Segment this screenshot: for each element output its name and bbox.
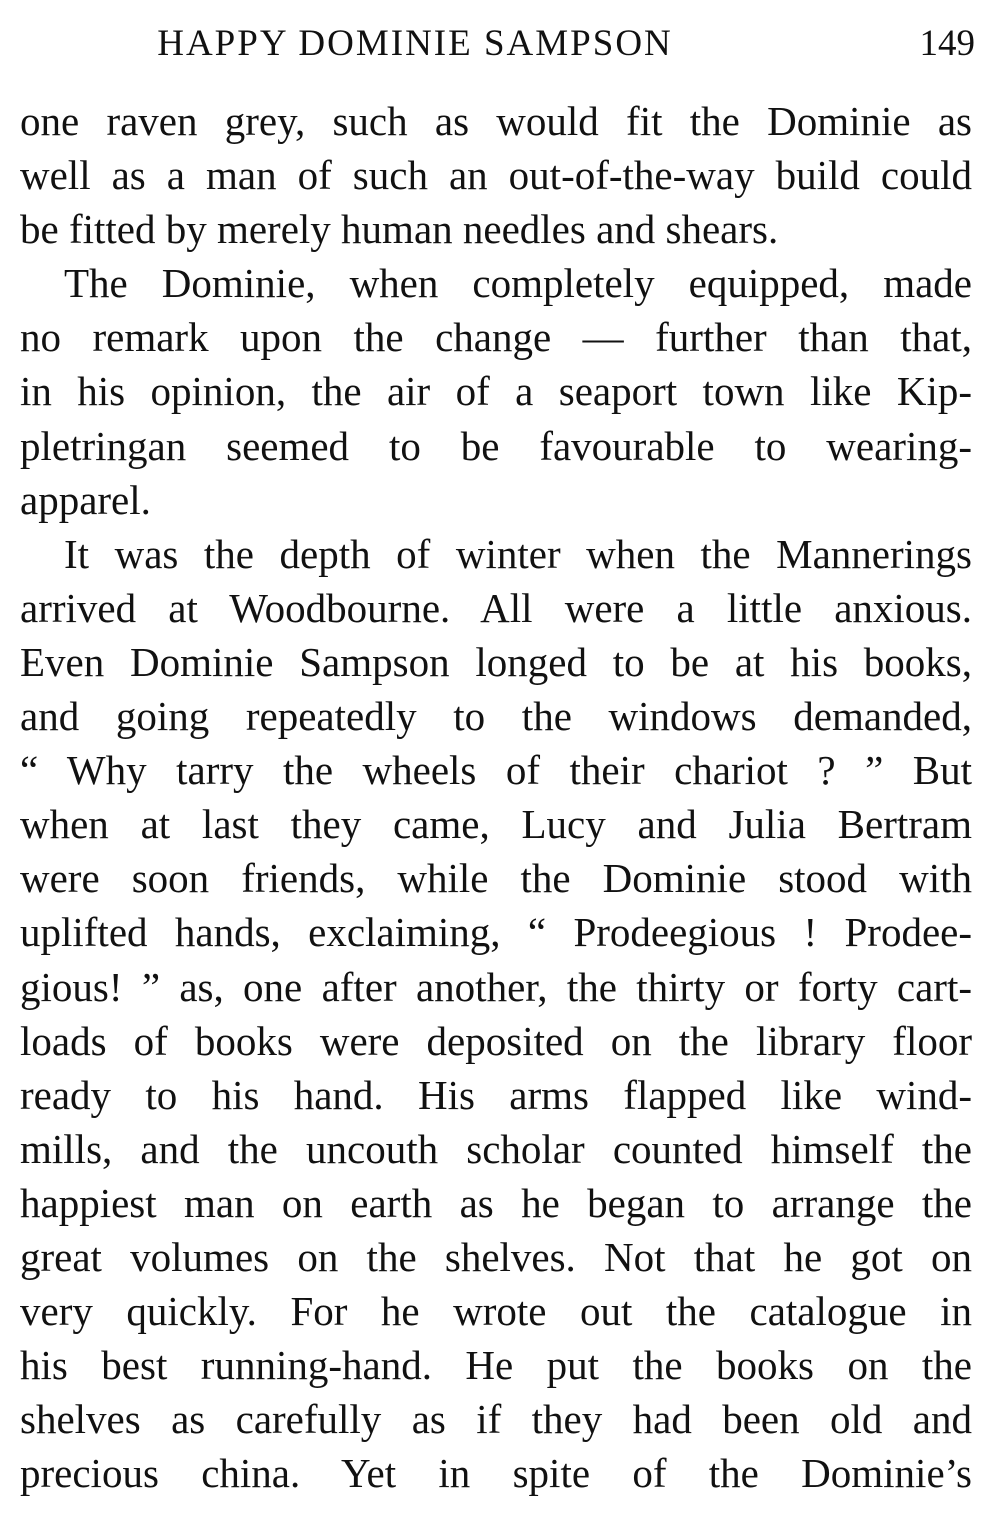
- running-title: HAPPY DOMINIE SAMPSON: [157, 23, 673, 64]
- text-line: mills, and the uncouth scholar counted himself the: [20, 1125, 972, 1172]
- text-line: great volumes on the shelves. Not that he got on: [20, 1233, 972, 1280]
- text-line: arrived at Woodbourne. All were a little anxious.: [20, 584, 972, 631]
- text-line: precious china. Yet in spite of the Dominie’s: [20, 1450, 972, 1497]
- text-line: no remark upon the change — further than that,: [20, 314, 972, 361]
- text-line: pletringan seemed to be favourable to wearing-: [20, 422, 972, 469]
- body-text: [20, 94, 972, 1500]
- text-line: very quickly. For he wrote out the catalogue in: [20, 1288, 972, 1335]
- text-line: gious! ” as, one after another, the thirty or forty cart-: [20, 963, 972, 1010]
- text-line: be fitted by merely human needles and shears.: [20, 206, 779, 253]
- text-line: Even Dominie Sampson longed to be at his books,: [20, 638, 972, 685]
- text-line: “ Why tarry the wheels of their chariot ? ” But: [20, 747, 972, 794]
- running-head: [20, 14, 975, 74]
- text-line: his best running-hand. He put the books on the: [20, 1342, 972, 1389]
- text-line: well as a man of such an out-of-the-way build could: [20, 152, 972, 199]
- text-line: in his opinion, the air of a seaport town like Kip-: [20, 368, 972, 415]
- text-line: and going repeatedly to the windows demanded,: [20, 693, 972, 740]
- text-line: one raven grey, such as would fit the Dominie as: [20, 98, 972, 144]
- paragraph-first-line: The Dominie, when completely equipped, made: [64, 260, 972, 307]
- text-line: shelves as carefully as if they had been old and: [20, 1396, 972, 1443]
- text-line: loads of books were deposited on the library floor: [20, 1017, 972, 1064]
- text-line: apparel.: [20, 476, 151, 523]
- text-line: when at last they came, Lucy and Julia Bertram: [20, 801, 972, 848]
- paragraph-first-line: It was the depth of winter when the Mannerings: [64, 530, 972, 577]
- page-number: 149: [919, 23, 975, 64]
- text-line: were soon friends, while the Dominie stood with: [20, 855, 972, 902]
- text-line: ready to his hand. His arms flapped like wind-: [20, 1071, 972, 1118]
- text-line: uplifted hands, exclaiming, “ Prodeegious ! Prodee-: [20, 909, 972, 956]
- text-line: happiest man on earth as he began to arrange the: [20, 1179, 972, 1226]
